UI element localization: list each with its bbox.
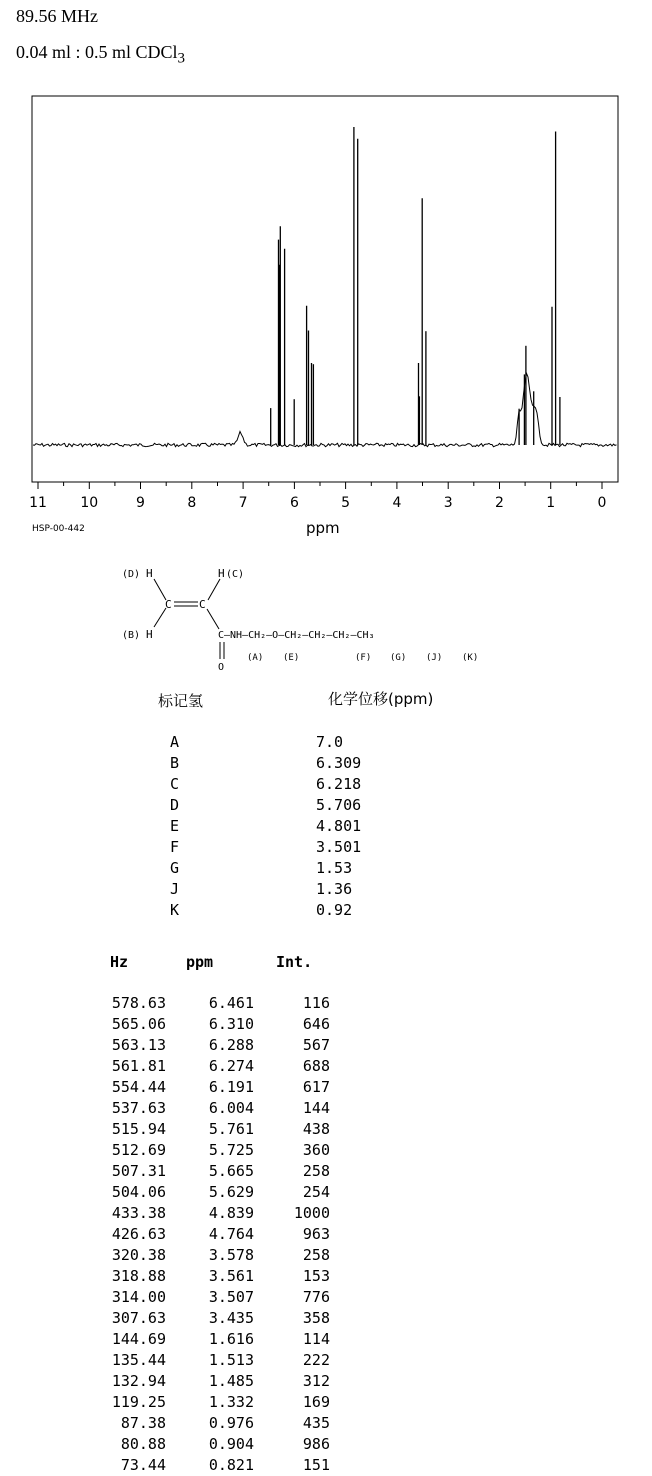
under-label-g: (G) (390, 653, 407, 663)
peak-ppm: 1.485 (208, 1372, 254, 1390)
peak-int: 776 (302, 1288, 330, 1306)
assignment-shift: 6.309 (316, 754, 362, 772)
peak-hz: 554.44 (111, 1078, 166, 1096)
x-tick-label: 10 (80, 495, 99, 511)
peak-int: 617 (302, 1078, 330, 1096)
peak-row (0, 1035, 652, 1056)
peak-ppm: 6.004 (208, 1099, 254, 1117)
peak-int: 144 (302, 1099, 330, 1117)
peak-hz: 578.63 (111, 994, 166, 1012)
peak-hz: 537.63 (111, 1099, 166, 1117)
x-tick-label: 11 (29, 495, 47, 511)
assignment-shift: 1.36 (316, 880, 353, 898)
x-tick-label: 2 (495, 495, 504, 511)
peak-ppm: 5.629 (208, 1183, 254, 1201)
x-tick-label: 8 (187, 495, 197, 511)
atom-h-b: H (146, 628, 153, 641)
peak-hz: 515.94 (111, 1120, 166, 1138)
peak-int: 360 (302, 1141, 330, 1159)
atom-c1: C (165, 598, 172, 611)
peak-hz: 73.44 (120, 1456, 166, 1474)
frequency-text: 89.56 MHz (16, 6, 98, 26)
sample-main: 0.04 ml : 0.5 ml CDCl (16, 42, 178, 62)
x-axis-ticks (29, 482, 606, 511)
col-label-header: 标记氢 (158, 692, 204, 710)
peak-hz: 119.25 (111, 1393, 166, 1411)
atom-h-d: H (146, 567, 153, 580)
peak-hz: 565.06 (111, 1015, 166, 1033)
assignment-shift: 3.501 (316, 838, 362, 856)
peak-row (0, 1182, 652, 1203)
peak-row (0, 1203, 652, 1224)
peak-hz: 433.38 (111, 1204, 166, 1222)
peak-row (0, 1056, 652, 1077)
peak-hz: 426.63 (111, 1225, 166, 1243)
peak-row (0, 1455, 652, 1476)
x-tick-label: 1 (546, 495, 556, 511)
x-axis-label: ppm (306, 519, 340, 537)
peak-int: 222 (302, 1351, 330, 1369)
peak-int: 435 (302, 1414, 330, 1432)
assignment-shift: 0.92 (316, 901, 353, 919)
x-tick-label: 6 (289, 495, 299, 511)
peak-int: 116 (302, 994, 330, 1012)
peak-int: 567 (302, 1036, 330, 1054)
peak-ppm: 5.761 (208, 1120, 254, 1138)
atom-h-c: H (218, 567, 225, 580)
peak-int: 646 (302, 1015, 330, 1033)
assignment-shift: 5.706 (316, 796, 362, 814)
peak-row (0, 1308, 652, 1329)
plot-frame (32, 96, 618, 482)
peak-col-ppm: ppm (186, 953, 214, 971)
peak-ppm: 3.435 (208, 1309, 254, 1327)
under-label-e: (E) (283, 653, 300, 663)
peak-ppm: 3.578 (208, 1246, 254, 1264)
peak-ppm: 6.288 (208, 1036, 254, 1054)
x-tick-label: 4 (392, 495, 402, 511)
peak-marks (271, 127, 560, 445)
peak-row (0, 993, 652, 1014)
peak-int: 258 (302, 1246, 330, 1264)
assignment-label: G (170, 859, 180, 877)
assignment-shift: 7.0 (316, 733, 344, 751)
sample-subscript: 3 (177, 50, 186, 67)
peak-hz: 132.94 (111, 1372, 166, 1390)
nmr-spectrum-chart (0, 0, 652, 520)
assignment-shift: 1.53 (316, 859, 353, 877)
peak-ppm: 3.561 (208, 1267, 254, 1285)
peak-hz: 512.69 (111, 1141, 166, 1159)
assignment-label: F (170, 838, 180, 856)
bond-hc (208, 579, 220, 600)
peak-row (0, 1077, 652, 1098)
peak-ppm: 4.764 (208, 1225, 254, 1243)
assignment-label: E (170, 817, 180, 835)
x-tick-label: 0 (597, 495, 607, 511)
label-b: (B) (122, 630, 141, 641)
assignment-shift: 6.218 (316, 775, 362, 793)
label-c: (C) (226, 569, 245, 580)
spectrum-code: HSP-00-442 (32, 524, 85, 534)
peak-row (0, 1371, 652, 1392)
peak-hz: 318.88 (111, 1267, 166, 1285)
col-shift-header: 化学位移(ppm) (328, 690, 434, 708)
peak-row (0, 1140, 652, 1161)
assignment-label: K (170, 901, 180, 919)
peak-int: 688 (302, 1057, 330, 1075)
peak-ppm: 5.665 (208, 1162, 254, 1180)
assignment-shift: 4.801 (316, 817, 362, 835)
peak-ppm: 1.513 (208, 1351, 254, 1369)
peak-hz: 307.63 (111, 1309, 166, 1327)
peak-int: 151 (302, 1456, 330, 1474)
x-tick-label: 5 (341, 495, 351, 511)
peak-row (0, 1287, 652, 1308)
x-tick-label: 7 (238, 495, 248, 511)
peak-row (0, 1119, 652, 1140)
peak-hz: 504.06 (111, 1183, 166, 1201)
peak-ppm: 0.904 (208, 1435, 254, 1453)
spectrum-line (33, 373, 617, 446)
peak-ppm: 0.976 (208, 1414, 254, 1432)
molecule-structure (0, 555, 652, 675)
peak-int: 114 (302, 1330, 330, 1348)
peak-int: 986 (302, 1435, 330, 1453)
x-tick-label: 3 (443, 495, 453, 511)
bond-hd (154, 579, 166, 600)
peak-col-int: Int. (276, 953, 313, 971)
peak-int: 153 (302, 1267, 330, 1285)
peak-row (0, 1245, 652, 1266)
atom-c2: C (199, 598, 206, 611)
peak-hz: 314.00 (111, 1288, 166, 1306)
under-label-k: (K) (462, 653, 479, 663)
peak-ppm: 5.725 (208, 1141, 254, 1159)
peak-hz: 563.13 (111, 1036, 166, 1054)
peak-ppm: 4.839 (208, 1204, 254, 1222)
label-d: (D) (122, 569, 141, 580)
peak-int: 169 (302, 1393, 330, 1411)
peak-hz: 80.88 (120, 1435, 166, 1453)
peak-hz: 144.69 (111, 1330, 166, 1348)
assignment-label: J (170, 880, 180, 898)
under-label-a: (A) (247, 653, 264, 663)
peak-hz: 135.44 (111, 1351, 166, 1369)
peak-ppm: 6.461 (208, 994, 254, 1012)
x-tick-label: 9 (136, 495, 145, 511)
peak-ppm: 3.507 (208, 1288, 254, 1306)
peak-row (0, 1224, 652, 1245)
peak-row (0, 1329, 652, 1350)
peak-int: 358 (302, 1309, 330, 1327)
peak-row (0, 1266, 652, 1287)
peak-row (0, 1434, 652, 1455)
peak-ppm: 1.616 (208, 1330, 254, 1348)
assignment-label: C (170, 775, 180, 793)
peak-hz: 561.81 (111, 1057, 166, 1075)
peak-ppm: 6.191 (208, 1078, 254, 1096)
peak-row (0, 1014, 652, 1035)
peak-col-hz: Hz (110, 953, 129, 971)
peak-row (0, 1098, 652, 1119)
under-label-f: (F) (355, 653, 372, 663)
peak-ppm: 1.332 (208, 1393, 254, 1411)
under-label-j: (J) (426, 653, 443, 663)
peak-row (0, 1161, 652, 1182)
peak-int: 258 (302, 1162, 330, 1180)
peak-hz: 507.31 (111, 1162, 166, 1180)
peak-int: 1000 (293, 1204, 330, 1222)
atom-o: O (218, 662, 225, 673)
peak-row (0, 1392, 652, 1413)
assignment-label: D (170, 796, 180, 814)
assignment-label: B (170, 754, 180, 772)
peak-int: 254 (302, 1183, 330, 1201)
peak-hz: 320.38 (111, 1246, 166, 1264)
bond-c2-carbonyl (207, 609, 219, 629)
peak-int: 312 (302, 1372, 330, 1390)
peak-ppm: 0.821 (208, 1456, 254, 1474)
peak-hz: 87.38 (120, 1414, 166, 1432)
peak-ppm: 6.310 (208, 1015, 254, 1033)
peak-ppm: 6.274 (208, 1057, 254, 1075)
peak-int: 963 (302, 1225, 330, 1243)
peak-row (0, 1350, 652, 1371)
peak-int: 438 (302, 1120, 330, 1138)
assignment-label: A (170, 733, 180, 751)
peak-row (0, 1413, 652, 1434)
chain-text: C—NH—CH₂—O—CH₂—CH₂—CH₂—CH₃ (218, 630, 375, 641)
